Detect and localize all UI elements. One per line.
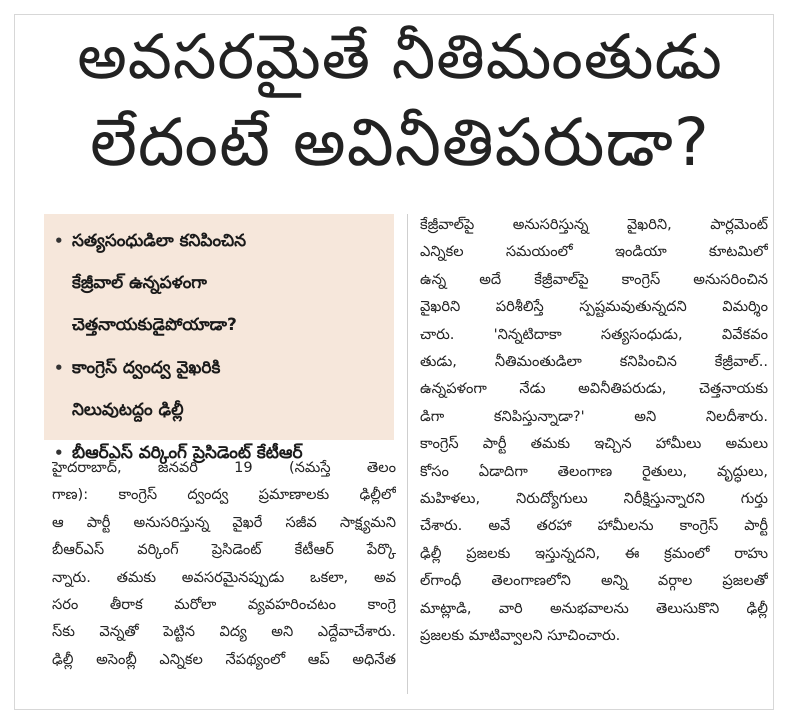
text-line: న్నారు. తమకు అవసరమైనప్పుడు ఒకలా, అవ xyxy=(52,568,396,586)
bullet-icon: • xyxy=(54,444,64,462)
headline-line-2: లేదంటే అవినీతిపరుడా? xyxy=(90,104,710,181)
article-body-right-column xyxy=(420,211,768,650)
highlight-item xyxy=(54,220,386,346)
highlights-box xyxy=(44,214,394,463)
text-line: చారు. 'నిన్నటిదాకా సత్యసంధుడు, వివేకవం xyxy=(420,325,768,343)
text-line: స్‌కు వెన్నతో పెట్టిన విద్య అని ఎద్దేవాచేశారు. xyxy=(52,623,396,641)
text-line: కోసం ఏడాదిగా తెలంగాణ రైతులు, వృద్ధులు, xyxy=(420,462,768,480)
text-line: ఢిల్లీ ప్రజలకు ఇస్తున్నదని, ఈ క్రమంలో రాహు xyxy=(420,544,768,562)
bullet-icon: • xyxy=(54,232,64,250)
text-line: మహిళలు, నిరుద్యోగులు నిరీక్షిస్తున్నారని గుర్తు xyxy=(420,490,768,508)
text-line: ఉన్న అదే కేజ్రీవాల్‌పై కాంగ్రెస్ అనుసరించిన xyxy=(420,270,768,288)
text-line: కాంగ్రెస్ పార్టీ తమకు ఇచ్చిన హామీలు అమలు xyxy=(420,435,768,453)
article-body-left-column xyxy=(52,454,396,673)
text-line: ల్‌గాంధీ తెలంగాణలోని అన్ని వర్గాల ప్రజలతో xyxy=(420,572,768,590)
text-line: వైఖరిని పరిశీలిస్తే స్పష్టమవుతున్నదని విమర్శిం xyxy=(420,298,768,316)
highlight-text: కాంగ్రెస్ ద్వంద్వ వైఖరికి నిలువుటద్దం ఢిల్లీ xyxy=(72,358,221,420)
bullet-icon: • xyxy=(54,359,64,377)
text-line: ఎన్నికల సమయంలో ఇండియా కూటమిలో xyxy=(420,243,768,261)
text-line: ఉన్నపళంగా నేడు అవినీతిపరుడు, చెత్తనాయకు xyxy=(420,380,768,398)
text-line: మాట్లాడి, వారి అనుభవాలను తెలుసుకొని ఢిల్లీ xyxy=(420,599,768,617)
text-line: కేజ్రీవాల్‌పై అనుసరిస్తున్న వైఖరిని, పార్లమెంట్ xyxy=(420,216,768,233)
text-line: ఆ పార్టీ అనుసరిస్తున్న వైఖరే సజీవ సాక్ష్యమని xyxy=(52,513,396,531)
headline-line-1: అవసరమైతే నీతిమంతుడు xyxy=(77,20,723,93)
text-line: చేశారు. అవే తరహా హామీలను కాంగ్రెస్ పార్టీ xyxy=(420,517,768,535)
highlight-text: బీఆర్ఎస్ వర్కింగ్ ప్రెసిడెంట్ కేటీఆర్ xyxy=(72,443,303,463)
text-line: గాణ): కాంగ్రెస్ ద్వంద్వ ప్రమాణాలకు ఢిల్లీలో xyxy=(52,486,396,504)
highlight-item xyxy=(54,347,386,431)
column-divider xyxy=(407,214,408,694)
text-line: సరం తీరాక మరోలా వ్యవహరించటం కాంగ్రె xyxy=(52,596,396,614)
text-line: డిగా కనిపిస్తున్నాడా?' అని నిలదీశారు. xyxy=(420,407,768,425)
highlight-text: సత్యసంధుడిలా కనిపించిన కేజ్రీవాల్ ఉన్నపళంగా చెత్తనాయకుడైపోయాడా? xyxy=(72,231,247,335)
text-line: తుడు, నీతిమంతుడిలా కనిపించిన కేజ్రీవాల్.. xyxy=(420,353,768,371)
text-line: ప్రజలకు మాటివ్వాలని సూచించారు. xyxy=(420,627,621,645)
text-line: బీఆర్ఎస్ వర్కింగ్ ప్రెసిడెంట్ కేటీఆర్ పేర్కొ xyxy=(52,541,396,559)
text-line: ఢిల్లీ అసెంబ్లీ ఎన్నికల నేపథ్యంలో ఆప్ అధినేత xyxy=(52,650,396,668)
text-line: హైదరాబాద్, జనవరి 19 (నమస్తే తెలం xyxy=(52,459,396,476)
